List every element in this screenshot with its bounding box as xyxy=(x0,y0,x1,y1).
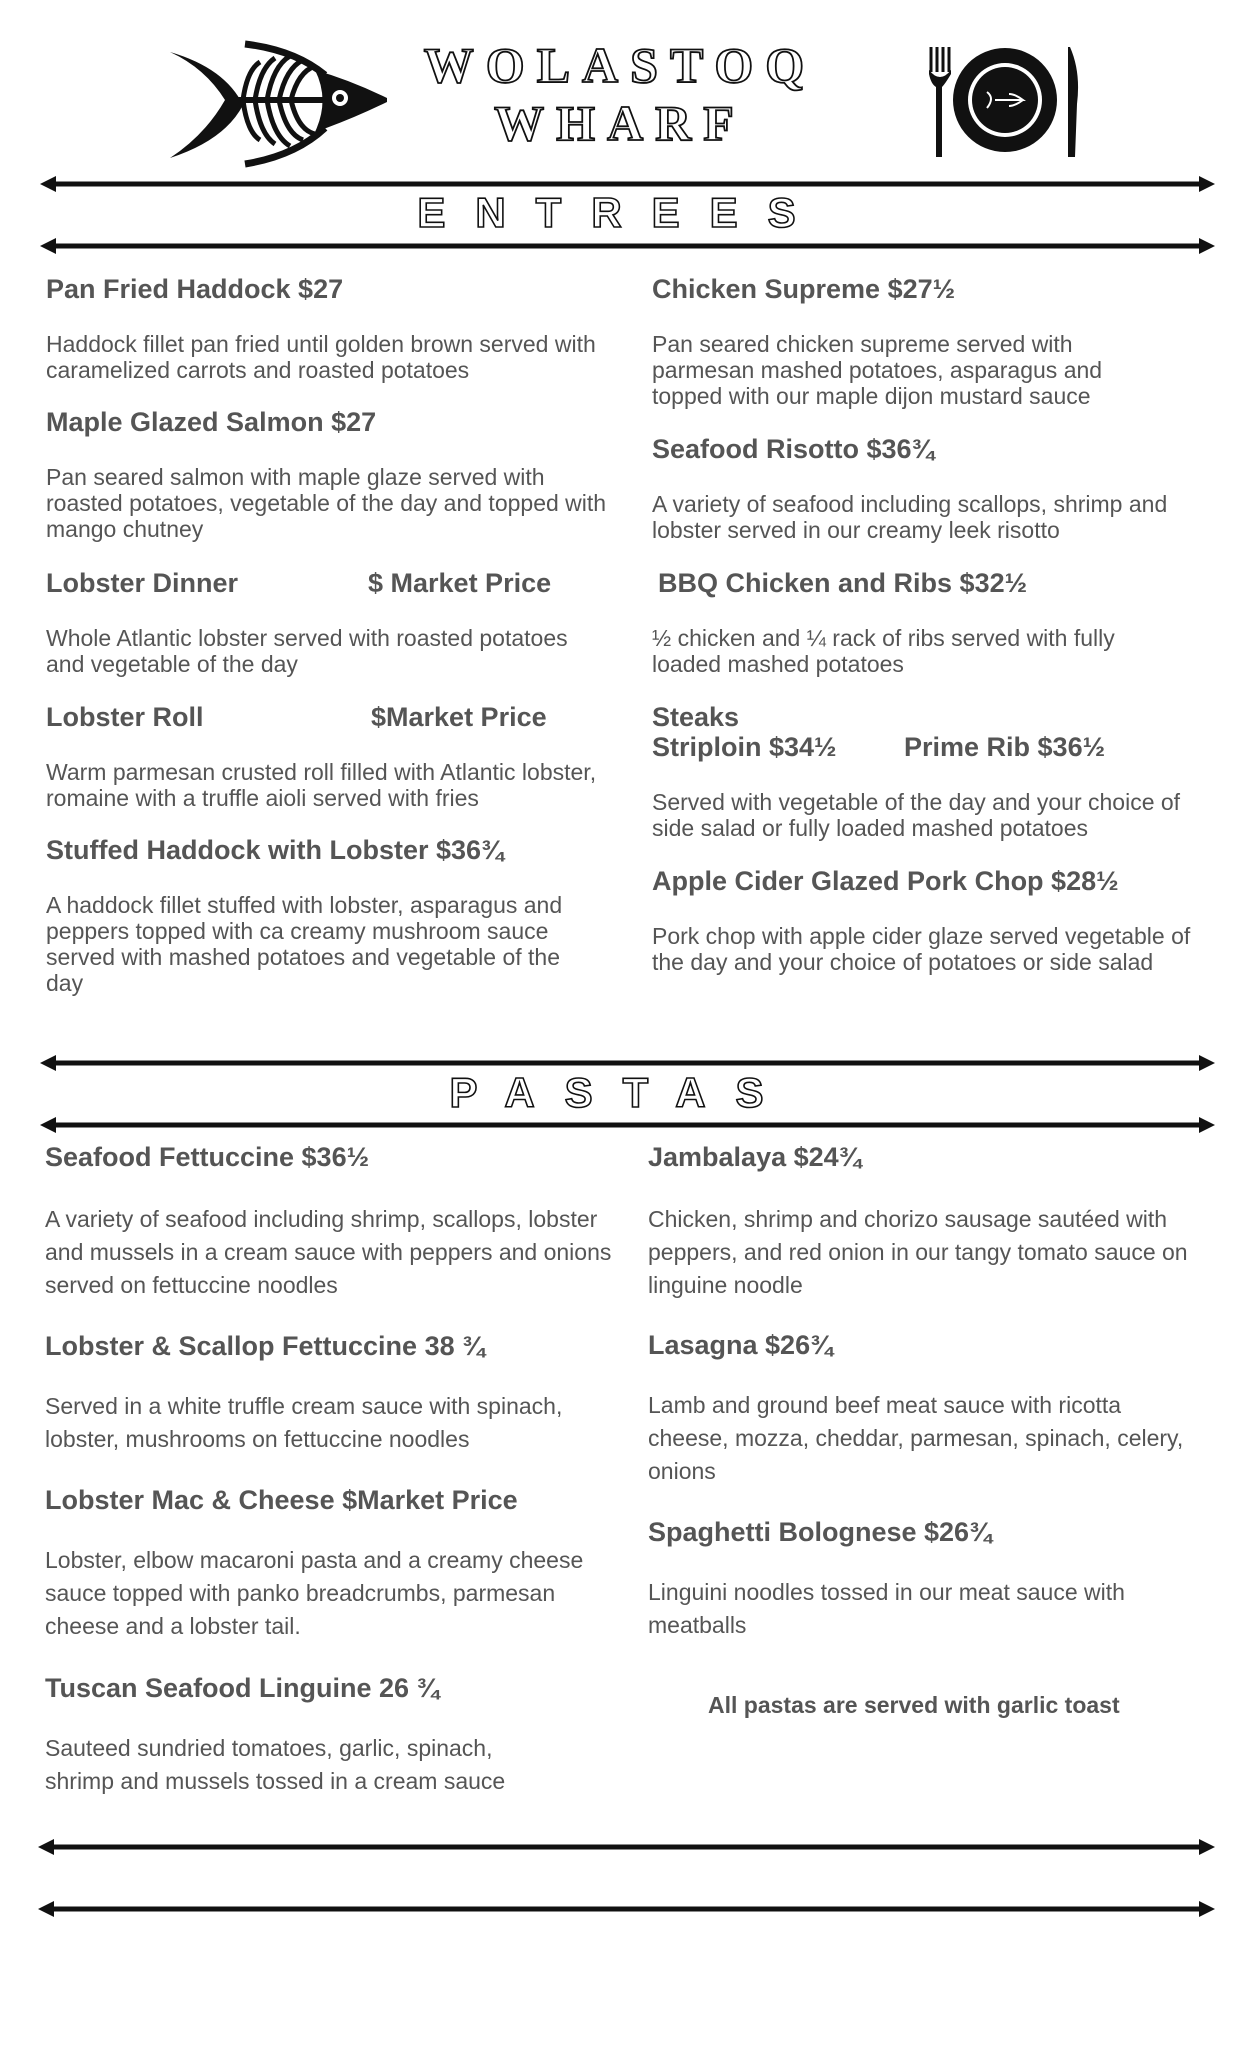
menu-item-description: Haddock fillet pan fried until golden brown served with caramelized carrots and roasted potatoes xyxy=(46,331,596,383)
menu-item-title: Lasagna $26¾ xyxy=(648,1330,833,1360)
menu-item-description: Pan seared salmon with maple glaze served with roasted potatoes, vegetable of the day and topped with mango chutney xyxy=(46,464,607,542)
plate-fork-knife-icon xyxy=(925,42,1085,162)
menu-item-description: Served with vegetable of the day and your choice of side salad or fully loaded mashed potatoes xyxy=(652,789,1181,841)
menu-item-title: Spaghetti Bolognese $26¾ xyxy=(648,1517,992,1547)
menu-item-title: Tuscan Seafood Linguine 26 ¾ xyxy=(45,1673,440,1703)
menu-item-description: Pork chop with apple cider glaze served vegetable of the day and your choice of potatoes or side salad xyxy=(652,923,1191,975)
menu-item-title: BBQ Chicken and Ribs $32½ xyxy=(658,568,1028,598)
section-title-entrees: ENTREES xyxy=(417,189,826,236)
menu-item-title: Chicken Supreme $27½ xyxy=(652,274,956,304)
menu-item-price: $Market Price xyxy=(371,702,547,732)
menu-item-title: Lobster Mac & Cheese $Market Price xyxy=(45,1485,518,1515)
pasta-note: All pastas are served with garlic toast xyxy=(708,1692,1120,1718)
menu-item-title: Lobster & Scallop Fettuccine 38 ¾ xyxy=(45,1331,485,1361)
menu-item-price: $ Market Price xyxy=(368,568,552,598)
menu-item-description: A variety of seafood including shrimp, scallops, lobster and mussels in a cream sauce with peppers and onions served on fettuccine noodles xyxy=(45,1206,612,1298)
menu-item-title: Seafood Risotto $36¾ xyxy=(652,434,935,464)
menu-item-description: ½ chicken and ¼ rack of ribs served with fully loaded mashed potatoes xyxy=(652,625,1115,677)
menu-item-title: Jambalaya $24¾ xyxy=(648,1142,862,1172)
menu-item-description: Lamb and ground beef meat sauce with ricotta cheese, mozza, cheddar, parmesan, spinach, celery, onions xyxy=(648,1392,1184,1484)
divider-arrow xyxy=(40,1117,1215,1133)
fish-skeleton-icon xyxy=(165,40,390,170)
menu-item-description: Sauteed sundried tomatoes, garlic, spinach, shrimp and mussels tossed in a cream sauce xyxy=(45,1735,506,1794)
menu-item-title: Steaks xyxy=(652,702,740,732)
menu-item-description: Chicken, shrimp and chorizo sausage sautéed with peppers, and red onion in our tangy tomato sauce on linguine noodle xyxy=(648,1206,1188,1298)
menu-item-description: A haddock fillet stuffed with lobster, asparagus and peppers topped with ca creamy mushroom sauce served with mashed potatoes and vegetable of the day xyxy=(46,892,563,996)
menu-item-subtitle: Prime Rib $36½ xyxy=(904,732,1106,762)
brand-name-line1: WOLASTOQ xyxy=(423,37,817,93)
menu-item-title: Lobster Roll xyxy=(46,702,204,732)
menu-item-description: Pan seared chicken supreme served with parmesan mashed potatoes, asparagus and topped with our maple dijon mustard sauce xyxy=(652,331,1103,409)
menu-item-description: Served in a white truffle cream sauce with spinach, lobster, mushrooms on fettuccine noodles xyxy=(45,1393,563,1452)
brand-name-line2: WHARF xyxy=(494,95,746,151)
menu-item-title: Pan Fried Haddock $27 xyxy=(46,274,344,304)
menu-item-description: Linguini noodles tossed in our meat sauce with meatballs xyxy=(648,1579,1125,1638)
menu-item-title: Stuffed Haddock with Lobster $36¾ xyxy=(46,835,504,865)
section-title-pastas: PASTAS xyxy=(449,1069,794,1116)
menu-item-description: Lobster, elbow macaroni pasta and a creamy cheese sauce topped with panko breadcrumbs, parmesan cheese and a lobster tail. xyxy=(45,1547,584,1639)
menu-item-description: A variety of seafood including scallops, shrimp and lobster served in our creamy leek risotto xyxy=(652,491,1168,543)
menu-item-title: Maple Glazed Salmon $27 xyxy=(46,407,377,437)
menu-item-title: Apple Cider Glazed Pork Chop $28½ xyxy=(652,866,1119,896)
menu-item-subtitle: Striploin $34½ xyxy=(652,732,837,762)
menu-item-description: Warm parmesan crusted roll filled with Atlantic lobster, romaine with a truffle aioli served with fries xyxy=(46,759,597,811)
divider-arrow xyxy=(38,1901,1215,1917)
menu-item-title: Seafood Fettuccine $36½ xyxy=(45,1142,370,1172)
divider-arrow xyxy=(40,238,1215,254)
menu-item-description: Whole Atlantic lobster served with roasted potatoes and vegetable of the day xyxy=(46,625,568,677)
menu-item-title: Lobster Dinner xyxy=(46,568,239,598)
divider-arrow xyxy=(38,1839,1215,1855)
